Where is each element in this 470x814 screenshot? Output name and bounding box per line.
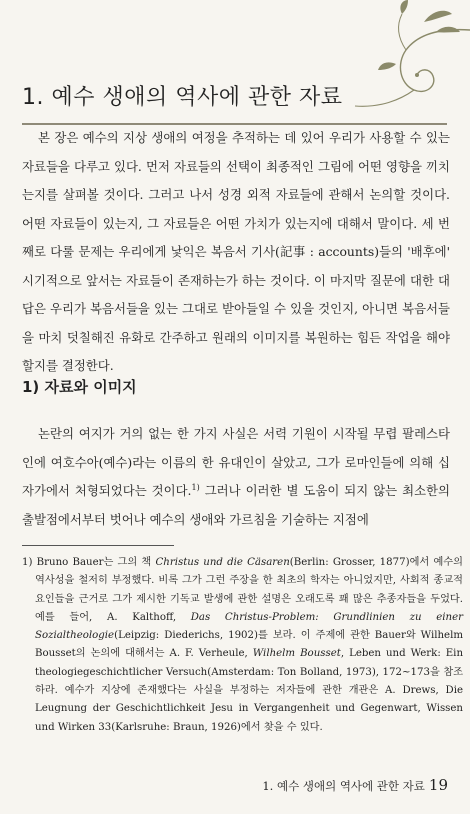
section-heading: 1) 자료와 이미지	[22, 378, 137, 396]
footnote-text: (Berlin: Grosser, 1877)에서 예수의 역사성을 철저히 부정했다. 비록 그가 그런 주장을 한 최초의 학자는 아니었지만, 사회적 종교적 요인들을 근거로 그가 제시한 기독교 발생에 관한 설명은 오래도록 꽤 많은 추종자들을 두었다. 예를 들어, A. Kalthoff,	[35, 557, 463, 623]
section-paragraph-continuation: 그러나 이러한 별 도움이 되지 않는 최소한의 출발점에서부터 벗어나 예수의 생애와 가르침을 기술하는 지점에	[22, 483, 450, 527]
footnote-marker: 1)	[22, 557, 33, 568]
footnote-text: , Leben und Werk: Ein theologiegeschichtlicher Versuch(Amsterdam: Ton Bolland, 1973), 172~173을 참조하라. 예수가 지상에 존재했다는 사실을 부정하는 저자들에 관한 개관은 A. Drews, Die Leugnung der Geschichtlichkeit Jesu in Vergangenheit und Gegenwart, Wissen und Wirken 33(Karlsruhe: Braun, 1926)에서 찾을 수 있다.	[35, 648, 464, 733]
running-footer	[262, 776, 448, 794]
section-paragraph	[22, 420, 450, 534]
footnote-divider	[22, 545, 174, 546]
footnote-text: (Leipzig: Diederichs, 1902)를 보라. 이 주제에 관한 Bauer와 Wilhelm Bousset의 논의에 대해서는 A. F. Verheule,	[35, 630, 463, 660]
footnote-book-title: Christus und die Cäsaren	[155, 557, 290, 568]
chapter-title: 1. 예수 생애의 역사에 관한 자료	[22, 80, 447, 125]
footnote-book-title: Wilhelm Bousset	[252, 648, 341, 660]
footnote-reference: 1)	[191, 482, 200, 492]
intro-paragraph: 본 장은 예수의 지상 생애의 여정을 추적하는 데 있어 우리가 사용할 수 있는 자료들을 다루고 있다. 먼저 자료들의 선택이 최종적인 그림에 어떤 영향을 끼치는지를 살펴볼 것이다. 그러고 나서 성경 외적 자료들에 관해서 논의할 것이다. 어떤 자료들이 있는지, 그 자료들은 어떤 가치가 있는지에 대해서 말이다. 세 번째로 다룰 문제는 우리에게 낯익은 복음서 기사(記事 : accounts)들의 '배후에' 시기적으로 앞서는 자료들이 존재하는가 하는 것이다. 이 마지막 질문에 대한 대답은 우리가 복음서들을 있는 그대로 받아들일 수 있을 것인지, 아니면 복음서들을 마치 덧칠해진 유화로 간주하고 원래의 이미지를 복원하는 힘든 작업을 해야 할지를 결정한다.	[22, 130, 450, 373]
footnote	[22, 554, 463, 737]
footnote-book-title: Das Christus-Problem: Grundlinien zu einer Sozialtheologie	[35, 611, 463, 642]
page-number: 19	[428, 776, 448, 794]
footnote-text: Bruno Bauer는 그의 책	[32, 557, 156, 568]
footer-chapter-label: 1. 예수 생애의 역사에 관한 자료	[262, 779, 425, 793]
section-paragraph-text: 논란의 여지가 거의 없는 한 가지 사실은 서력 기원이 시작될 무렵 팔레스타인에 여호수아(예수)라는 이름의 한 유대인이 살았고, 그가 로마인들에 의해 십자가에서 처형되었다는 것이다.	[22, 426, 450, 498]
